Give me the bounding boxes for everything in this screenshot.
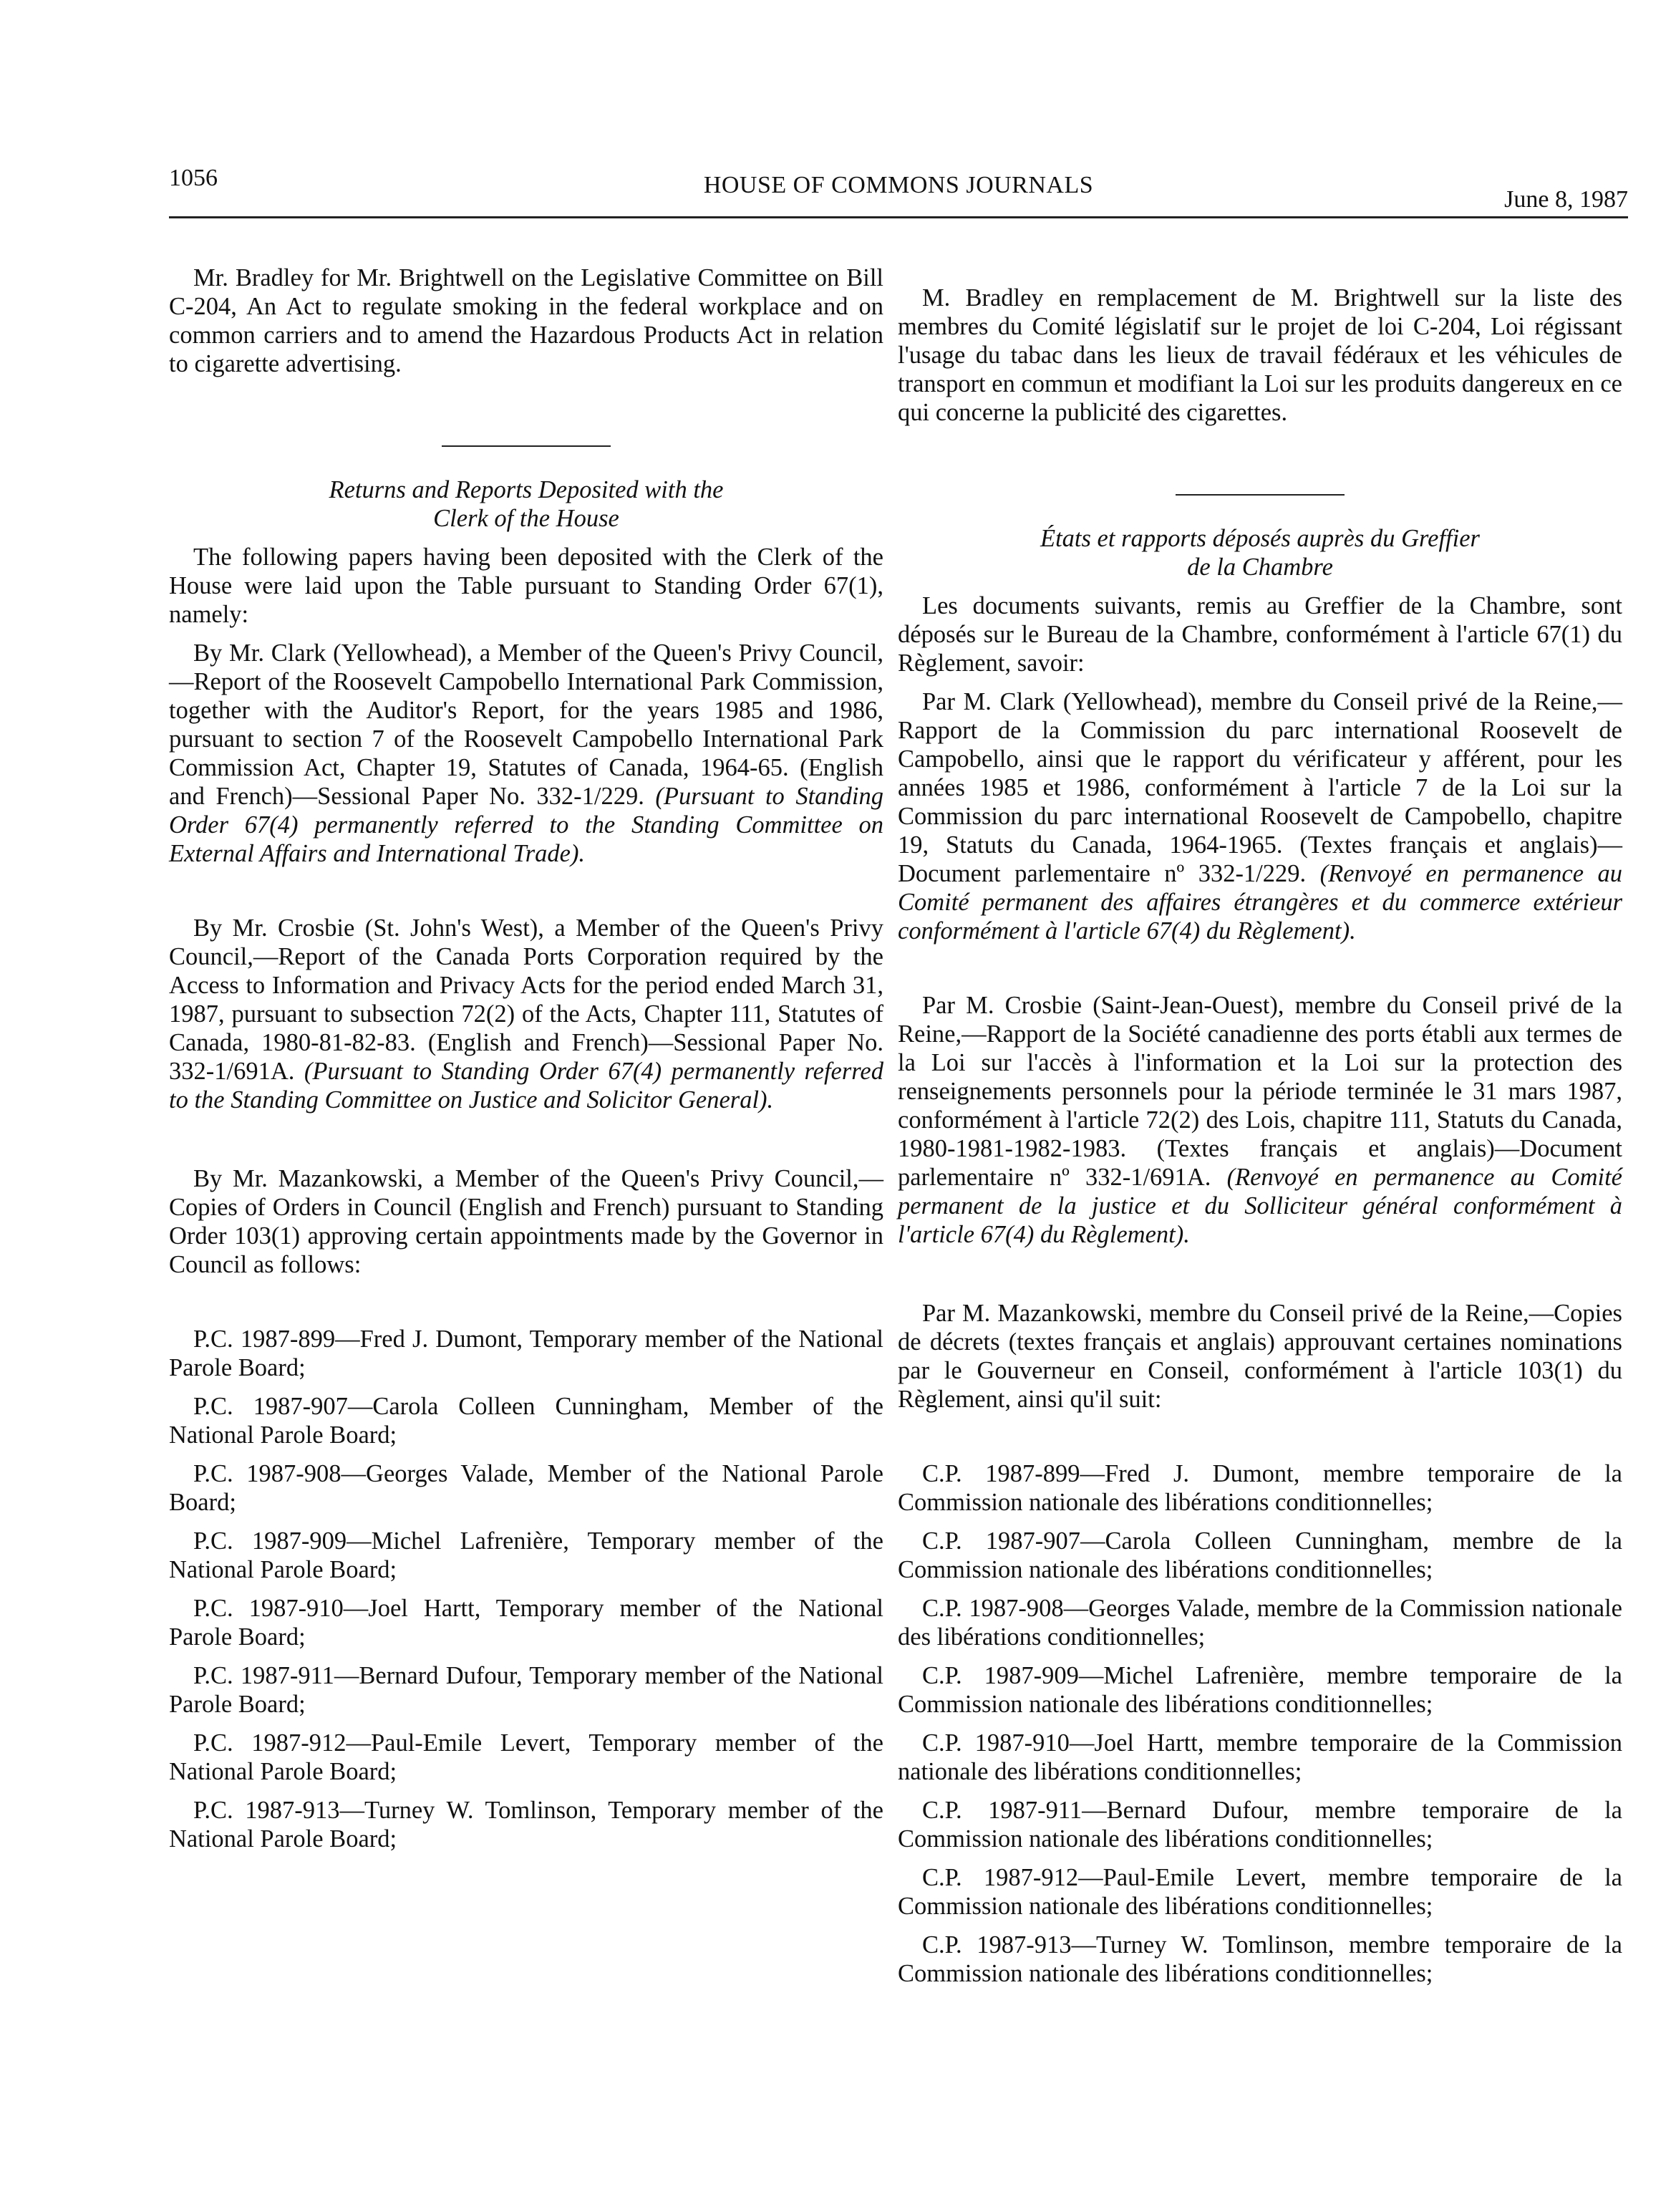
clark-report-paragraph (898, 687, 1622, 945)
order-in-council-item: C.P. 1987-913—Turney W. Tomlinson, membre temporaire de la Commission nationale des libérations conditionnelles; (898, 1931, 1622, 1987)
mazankowski-paragraph: Par M. Mazankowski, membre du Conseil privé de la Reine,—Copies de décrets (textes français et anglais) approuvant certaines nominations par le Gouverneur en Conseil, conformément à l'article 103(1) du Règlement, ainsi qu'il suit: (898, 1300, 1622, 1413)
order-in-council-item: P.C. 1987-908—Georges Valade, Member of the National Parole Board; (169, 1460, 883, 1516)
section-lead-paragraph: Les documents suivants, remis au Greffier de la Chambre, sont déposés sur le Bureau de la Chambre, conformément à l'article 67(1) du Règlement, savoir: (898, 592, 1622, 677)
clark-referral: (Pursuant to Standing Order 67(4) permanently referred to the Standing Committee on External Affairs and International Trade). (169, 783, 883, 867)
page-header (169, 165, 1628, 218)
clark-referral: (Renvoyé en permanence au Comité permanent des affaires étrangères et du commerce extérieur conformément à l'article 67(4) du Règlement). (898, 860, 1622, 945)
crosbie-referral: (Renvoyé en permanence au Comité permanent de la justice et du Solliciteur général conformément à l'article 67(4) du Règlement). (898, 1164, 1622, 1248)
crosbie-report-text: By Mr. Crosbie (St. John's West), a Member of the Queen's Privy Council,—Report of the Canada Ports Corporation required by the Access to Information and Privacy Acts for the period ended March 31, 1987, pursuant to subsection 72(2) of the Acts, Chapter 111, Statutes of Canada, 1980-81-82-83. (English and French)—Sessional Paper No. 332-1/691A. (169, 914, 883, 1085)
journal-title: HOUSE OF COMMONS JOURNALS (703, 172, 1094, 198)
page-date: June 8, 1987 (1504, 186, 1628, 213)
order-in-council-item: C.P. 1987-911—Bernard Dufour, membre temporaire de la Commission nationale des libérations conditionnelles; (898, 1797, 1622, 1853)
section-heading-line: Returns and Reports Deposited with the (329, 476, 724, 503)
order-in-council-item: P.C. 1987-909—Michel Lafrenière, Temporary member of the National Parole Board; (169, 1527, 883, 1583)
order-in-council-item: P.C. 1987-911—Bernard Dufour, Temporary member of the National Parole Board; (169, 1662, 883, 1718)
crosbie-report-paragraph (898, 991, 1622, 1249)
section-heading-line: États et rapports déposés auprès du Greffier (1040, 525, 1480, 552)
order-in-council-item: P.C. 1987-907—Carola Colleen Cunningham, Member of the National Parole Board; (169, 1393, 883, 1449)
section-divider (442, 445, 611, 447)
order-in-council-item: P.C. 1987-910—Joel Hartt, Temporary member of the National Parole Board; (169, 1595, 883, 1651)
order-in-council-item: C.P. 1987-907—Carola Colleen Cunningham, membre de la Commission nationale des libérations conditionnelles; (898, 1527, 1622, 1583)
order-in-council-item: C.P. 1987-908—Georges Valade, membre de la Commission nationale des libérations conditionnelles; (898, 1595, 1622, 1651)
order-in-council-item: C.P. 1987-912—Paul-Emile Levert, membre temporaire de la Commission nationale des libérations conditionnelles; (898, 1864, 1622, 1920)
clark-report-text: By Mr. Clark (Yellowhead), a Member of the Queen's Privy Council,—Report of the Roosevelt Campobello International Park Commission, together with the Auditor's Report, for the years 1985 and 1986, pursuant to section 7 of the Roosevelt Campobello International Park Commission Act, Chapter 19, Statutes of Canada, 1964-65. (English and French)—Sessional Paper No. 332-1/229. (169, 639, 883, 810)
section-lead-paragraph: The following papers having been deposited with the Clerk of the House were laid upon the Table pursuant to Standing Order 67(1), namely: (169, 544, 883, 628)
committee-change-paragraph: Mr. Bradley for Mr. Brightwell on the Legislative Committee on Bill C-204, An Act to regulate smoking in the federal workplace and on common carriers and to amend the Hazardous Products Act in relation to cigarette advertising. (169, 264, 883, 377)
clark-report-text: Par M. Clark (Yellowhead), membre du Conseil privé de la Reine,—Rapport de la Commission du parc international Roosevelt de Campobello, ainsi que le rapport du vérificateur y afférent, pour les années 1985 et 1986, conformément à l'article 7 de la Loi sur la Commission du parc international Roosevelt de Campobello, chapitre 19, Statuts du Canada, 1964-1965. (Textes français et anglais)—Document parlementaire nº 332-1/229. (898, 688, 1622, 887)
crosbie-referral: (Pursuant to Standing Order 67(4) permanently referred to the Standing Committee on Justice and Solicitor General). (169, 1058, 883, 1114)
crosbie-report-paragraph (169, 914, 883, 1114)
french-column (898, 284, 1622, 1988)
section-heading-line: Clerk of the House (433, 505, 619, 532)
order-in-council-item: C.P. 1987-899—Fred J. Dumont, membre temporaire de la Commission nationale des libérations conditionnelles; (898, 1460, 1622, 1516)
english-column (169, 264, 883, 1853)
section-heading (169, 475, 883, 533)
section-heading-line: de la Chambre (1187, 554, 1333, 581)
order-in-council-item: C.P. 1987-909—Michel Lafrenière, membre temporaire de la Commission nationale des libérations conditionnelles; (898, 1662, 1622, 1718)
order-in-council-item: P.C. 1987-913—Turney W. Tomlinson, Temporary member of the National Parole Board; (169, 1797, 883, 1853)
mazankowski-paragraph: By Mr. Mazankowski, a Member of the Queen's Privy Council,—Copies of Orders in Council (English and French) pursuant to Standing Order 103(1) approving certain appointments made by the Governor in Council as follows: (169, 1165, 883, 1278)
section-heading (898, 524, 1622, 581)
order-in-council-item: P.C. 1987-899—Fred J. Dumont, Temporary member of the National Parole Board; (169, 1325, 883, 1381)
clark-report-paragraph (169, 639, 883, 868)
order-in-council-item: C.P. 1987-910—Joel Hartt, membre temporaire de la Commission nationale des libérations conditionnelles; (898, 1729, 1622, 1785)
crosbie-report-text: Par M. Crosbie (Saint-Jean-Ouest), membre du Conseil privé de la Reine,—Rapport de la Société canadienne des ports établi aux termes de la Loi sur l'accès à l'information et la Loi sur la protection des renseignements personnels pour la période terminée le 31 mars 1987, conformément à l'article 72(2) des Lois, chapitre 111, Statuts du Canada, 1980-1981-1982-1983. (Textes français et anglais)—Document parlementaire nº 332-1/691A. (898, 992, 1622, 1191)
section-divider (1176, 494, 1345, 496)
order-in-council-item: P.C. 1987-912—Paul-Emile Levert, Temporary member of the National Parole Board; (169, 1729, 883, 1785)
committee-change-paragraph: M. Bradley en remplacement de M. Brightwell sur la liste des membres du Comité législatif sur le projet de loi C-204, Loi régissant l'usage du tabac dans les lieux de travail fédéraux et les véhicules de transport en commun et modifiant la Loi sur les produits dangereux en ce qui concerne la publicité des cigarettes. (898, 284, 1622, 426)
page-number: 1056 (169, 165, 218, 191)
